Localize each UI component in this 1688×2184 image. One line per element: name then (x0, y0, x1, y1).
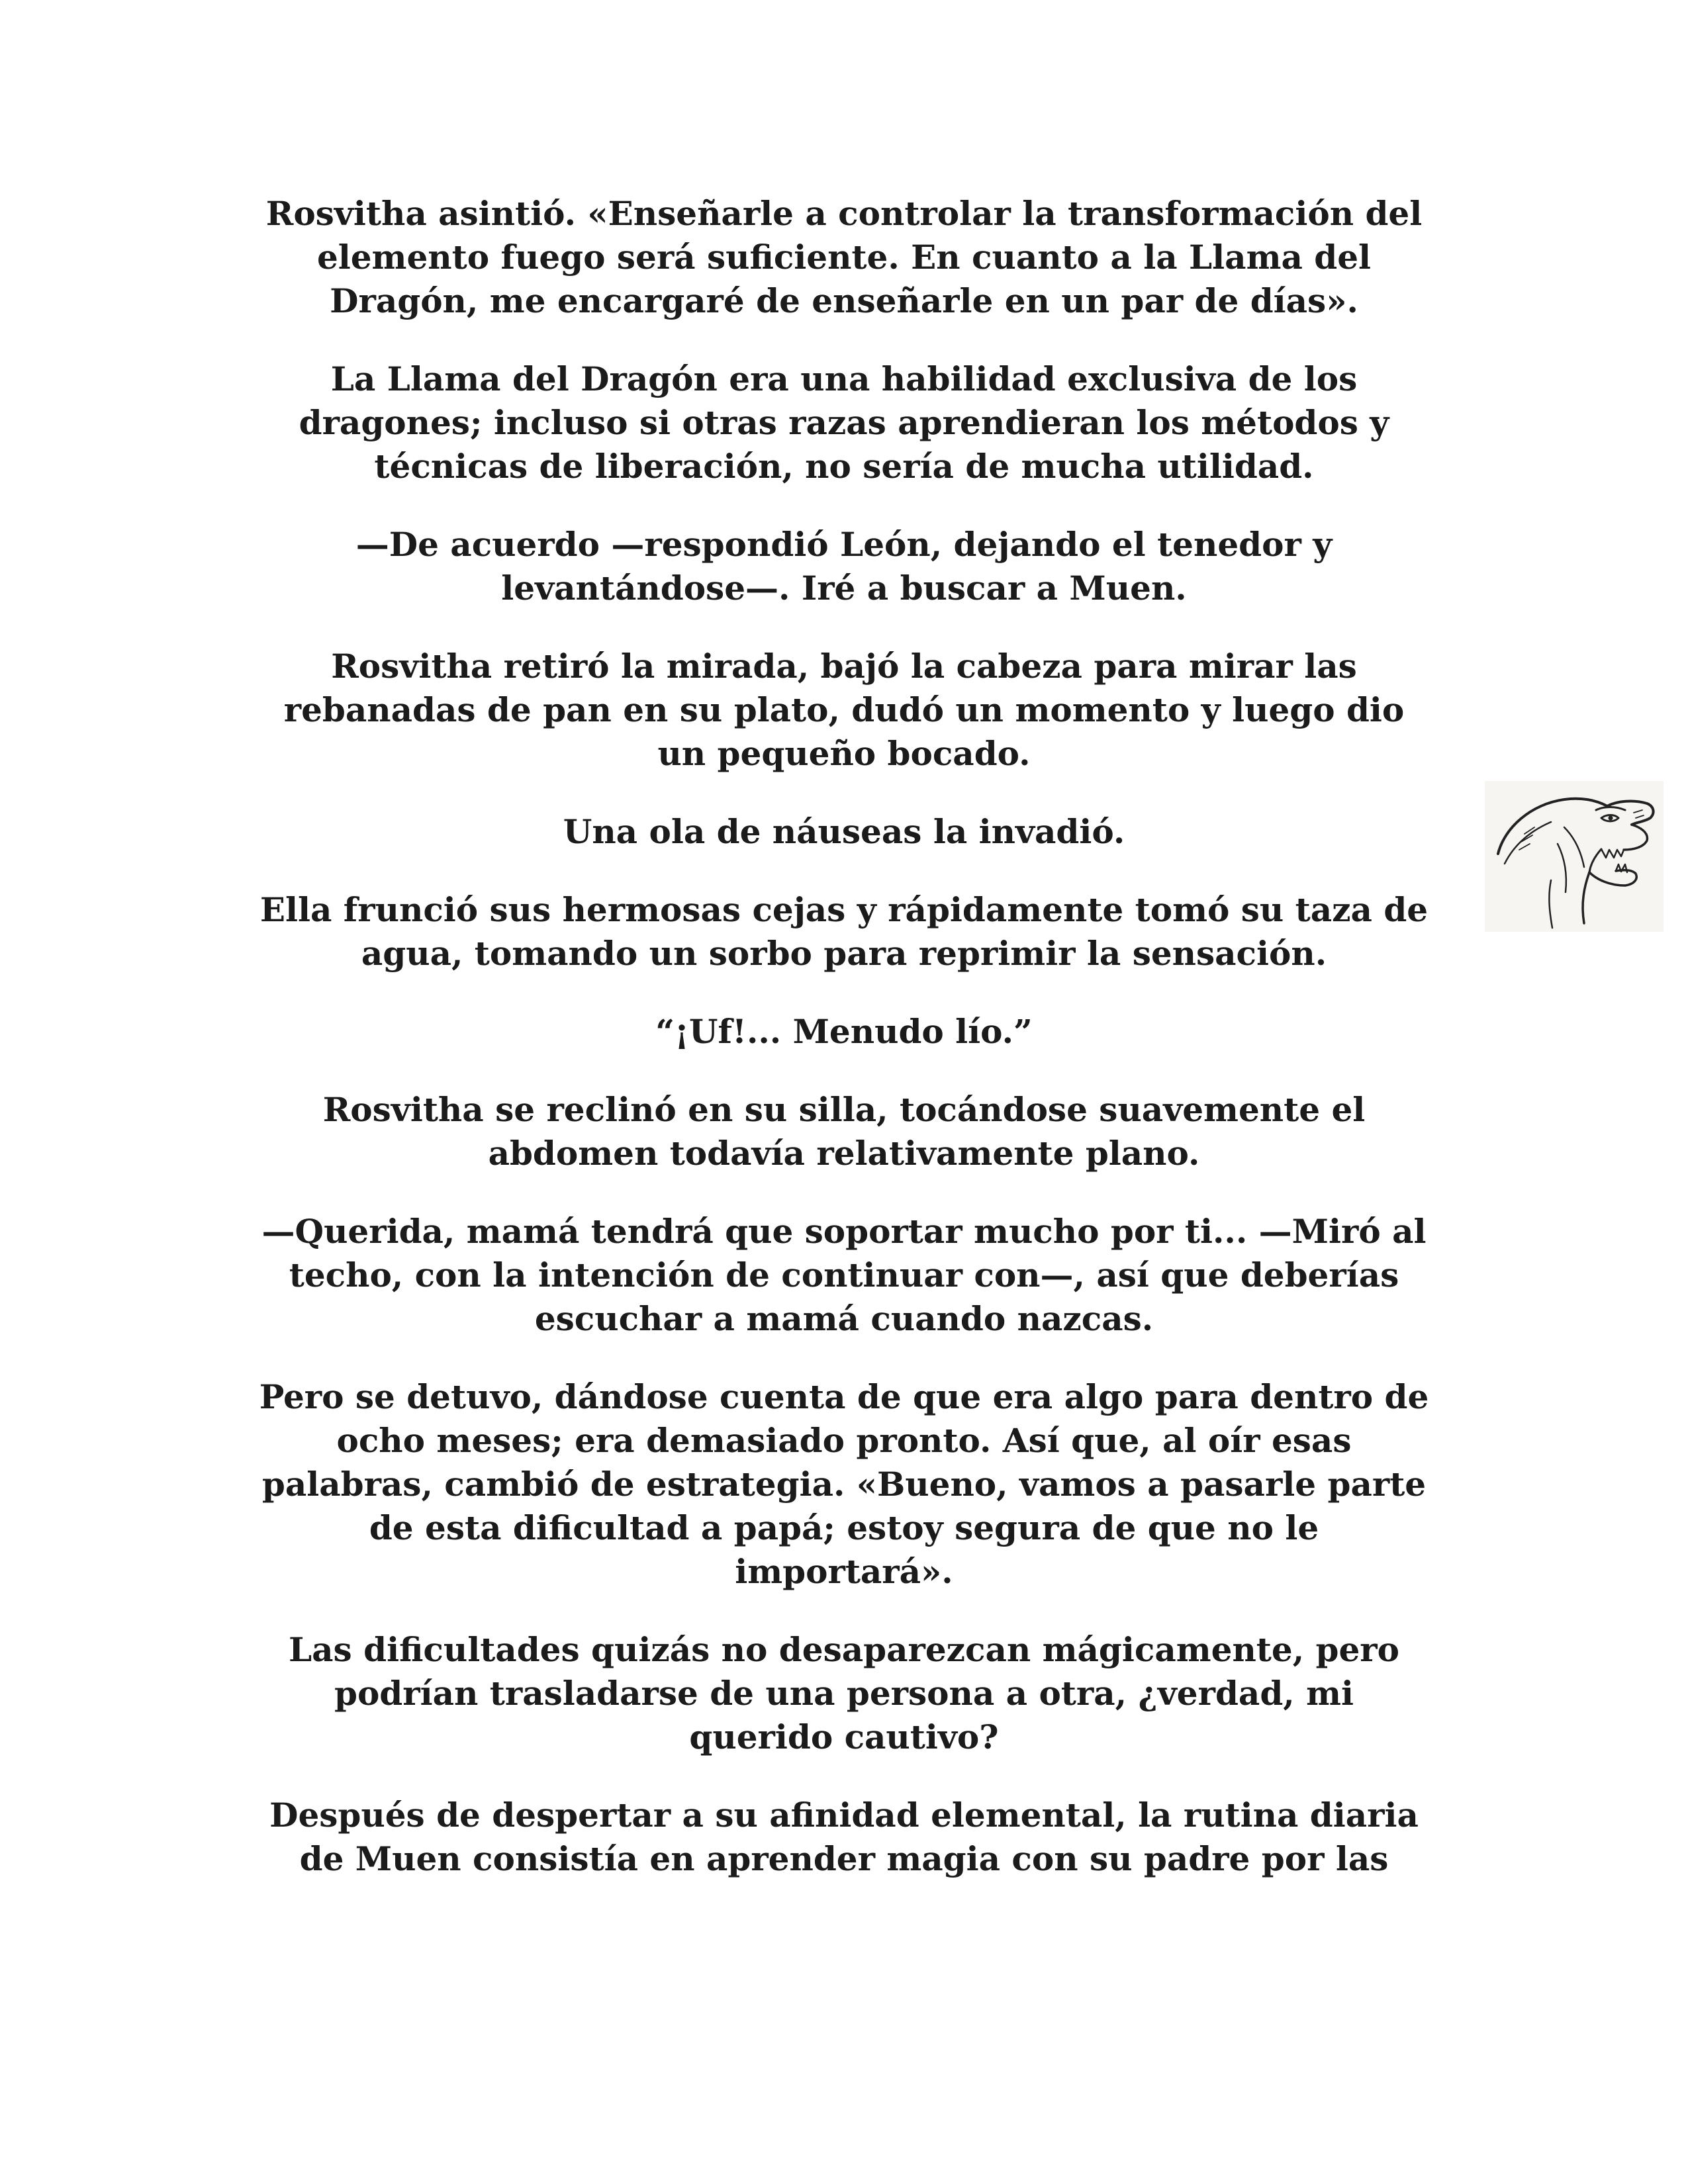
paragraph-12: Después de despertar a su afinidad elemental, la rutina diaria de Muen consistía en aprender magia con su padre por las (269, 1796, 1419, 1878)
paragraph-2: La Llama del Dragón era una habilidad exclusiva de los dragones; incluso si otras razas aprendieran los métodos y técnicas de liberación, no sería de mucha utilidad. (299, 359, 1389, 486)
document-body (218, 192, 1470, 1915)
paragraph-10: Pero se detuvo, dándose cuenta de que era algo para dentro de ocho meses; era demasiado pronto. Así que, al oír esas palabras, cambió de estrategia. «Bueno, vamos a pasarle parte de esta dificultad a papá; estoy segura de que no le importará». (259, 1377, 1429, 1591)
paragraph-11: Las dificultades quizás no desaparezcan mágicamente, pero podrían trasladarse de una persona a otra, ¿verdad, mi querido cautivo? (289, 1630, 1399, 1756)
paragraph-3: —De acuerdo —respondió León, dejando el tenedor y levantándose—. Iré a buscar a Muen. (355, 525, 1333, 608)
dragon-head-sketch-icon (1485, 781, 1664, 932)
paragraph-4: Rosvitha retiró la mirada, bajó la cabeza para mirar las rebanadas de pan en su plato, dudó un momento y luego dio un pequeño bocado. (283, 647, 1405, 773)
paragraph-7: “¡Uf!... Menudo lío.” (655, 1012, 1033, 1051)
paragraph-5: Una ola de náuseas la invadió. (563, 812, 1125, 851)
paragraph-1: Rosvitha asintió. «Enseñarle a controlar la transformación del elemento fuego será suficiente. En cuanto a la Llama del Dragón, me encargaré de enseñarle en un par de días». (265, 194, 1423, 320)
paragraph-6: Ella frunció sus hermosas cejas y rápidamente tomó su taza de agua, tomando un sorbo para reprimir la sensación. (259, 890, 1429, 973)
paragraph-8: Rosvitha se reclinó en su silla, tocándose suavemente el abdomen todavía relativamente plano. (322, 1090, 1366, 1173)
paragraph-9: —Querida, mamá tendrá que soportar mucho por ti... —Miró al techo, con la intención de continuar con—, así que deberías escuchar a mamá cuando nazcas. (261, 1212, 1427, 1338)
